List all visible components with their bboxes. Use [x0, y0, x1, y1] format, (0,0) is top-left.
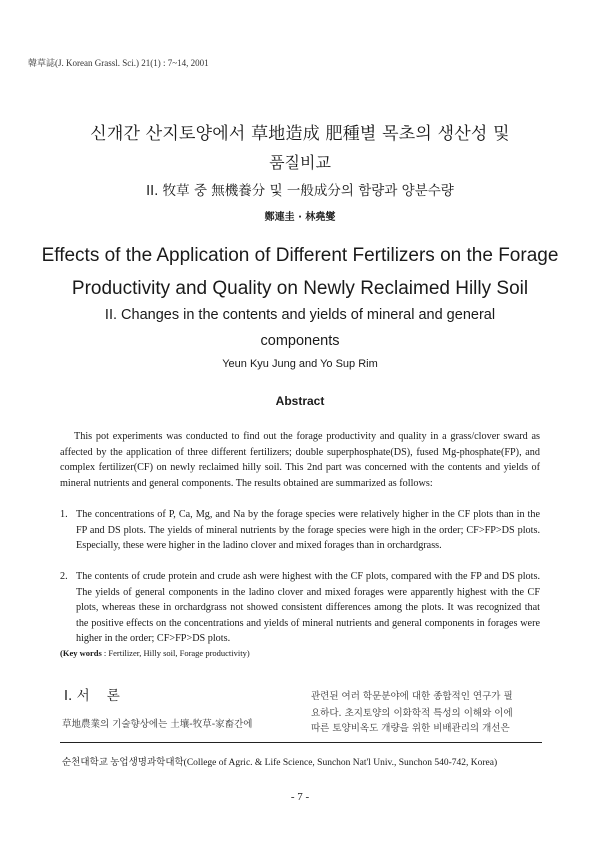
keywords-label: (Key words — [60, 648, 102, 658]
english-subtitle-line1: II. Changes in the contents and yields of mineral and general — [104, 307, 496, 323]
keywords — [60, 648, 250, 658]
footnote-divider — [60, 742, 542, 743]
journal-header: 韓草誌(J. Korean Grassl. Sci.) 21(1) : 7~14, 2001 — [28, 58, 209, 68]
finding-item — [60, 569, 540, 647]
abstract-paragraph: This pot experiments was conducted to find out the forage productivity and quality in a grass/clover sward as affected by the application of three different fertilizers; double superphosphate(DS), fused Mg-phosphate(FP), and complex fertilizer(CF) on newly reclaimed hilly soil. This 2nd part was concerned with the contents and yields of mineral nutrients and general components. The results obtained are summarized as follows: — [60, 431, 540, 489]
introduction-right-line: 따른 토양비옥도 개량을 위한 비배관리의 개선은 — [311, 723, 510, 734]
page-number: - 7 - — [290, 791, 310, 803]
introduction-right-line: 관련된 여러 학문분야에 대한 종합적인 연구가 필 — [311, 691, 513, 702]
korean-title-line2: 품질비교 — [269, 153, 331, 172]
korean-authors: 鄭連圭 · 林堯燮 — [264, 212, 336, 223]
korean-title-line1: 신개간 산지토양에서 草地造成 肥種별 목초의 생산성 및 — [90, 124, 510, 144]
affiliation-footnote: 순천대학교 농업생명과학대학(College of Agric. & Life Science, Sunchon Nat'l Univ., Sunchon 540-742, Korea) — [62, 758, 498, 768]
finding-text: The concentrations of P, Ca, Mg, and Na by the forage species were relatively higher in the CF plots than in the FP and DS plots. The yields of mineral nutrients by the forage species were high in the order; CF>FP>DS plots. Especially, these were higher in the ladino clover and mixed forages than in orchardgrass. — [76, 509, 540, 551]
finding-number: 2. — [60, 571, 68, 582]
finding-item — [60, 507, 540, 554]
english-authors: Yeun Kyu Jung and Yo Sup Rim — [222, 358, 378, 370]
introduction-left-text: 草地農業의 기술향상에는 土壤-牧草-家畜간에 — [62, 719, 253, 730]
english-subtitle-line2: components — [260, 333, 340, 349]
introduction-right-line: 요하다. 초지토양의 이화학적 특성의 이해와 이에 — [311, 708, 513, 719]
finding-text: The contents of crude protein and crude ash were highest with the CF plots, compared with the FP and DS plots. The yields of general components in the ladino clover and mixed forages were apparently highest with the CF plots, whereas these in orchardgrass not showed consistent differences among the plots. It was recognized that the positive effects on the concentrations and yields of mineral nutrients and general components in forages were higher in the order; CF>FP>DS plots. — [76, 571, 540, 644]
english-title-line1: Effects of the Application of Different Fertilizers on the Forage — [41, 245, 559, 266]
introduction-heading: I. 서 론 — [64, 688, 120, 704]
english-title-line2: Productivity and Quality on Newly Reclaimed Hilly Soil — [71, 278, 529, 299]
korean-subtitle: II. 牧草 중 無機養分 및 一般成分의 함량과 양분수량 — [146, 183, 454, 199]
keywords-text: : Fertilizer, Hilly soil, Forage productivity) — [103, 648, 250, 658]
abstract-heading: Abstract — [275, 394, 325, 408]
finding-number: 1. — [60, 509, 68, 520]
